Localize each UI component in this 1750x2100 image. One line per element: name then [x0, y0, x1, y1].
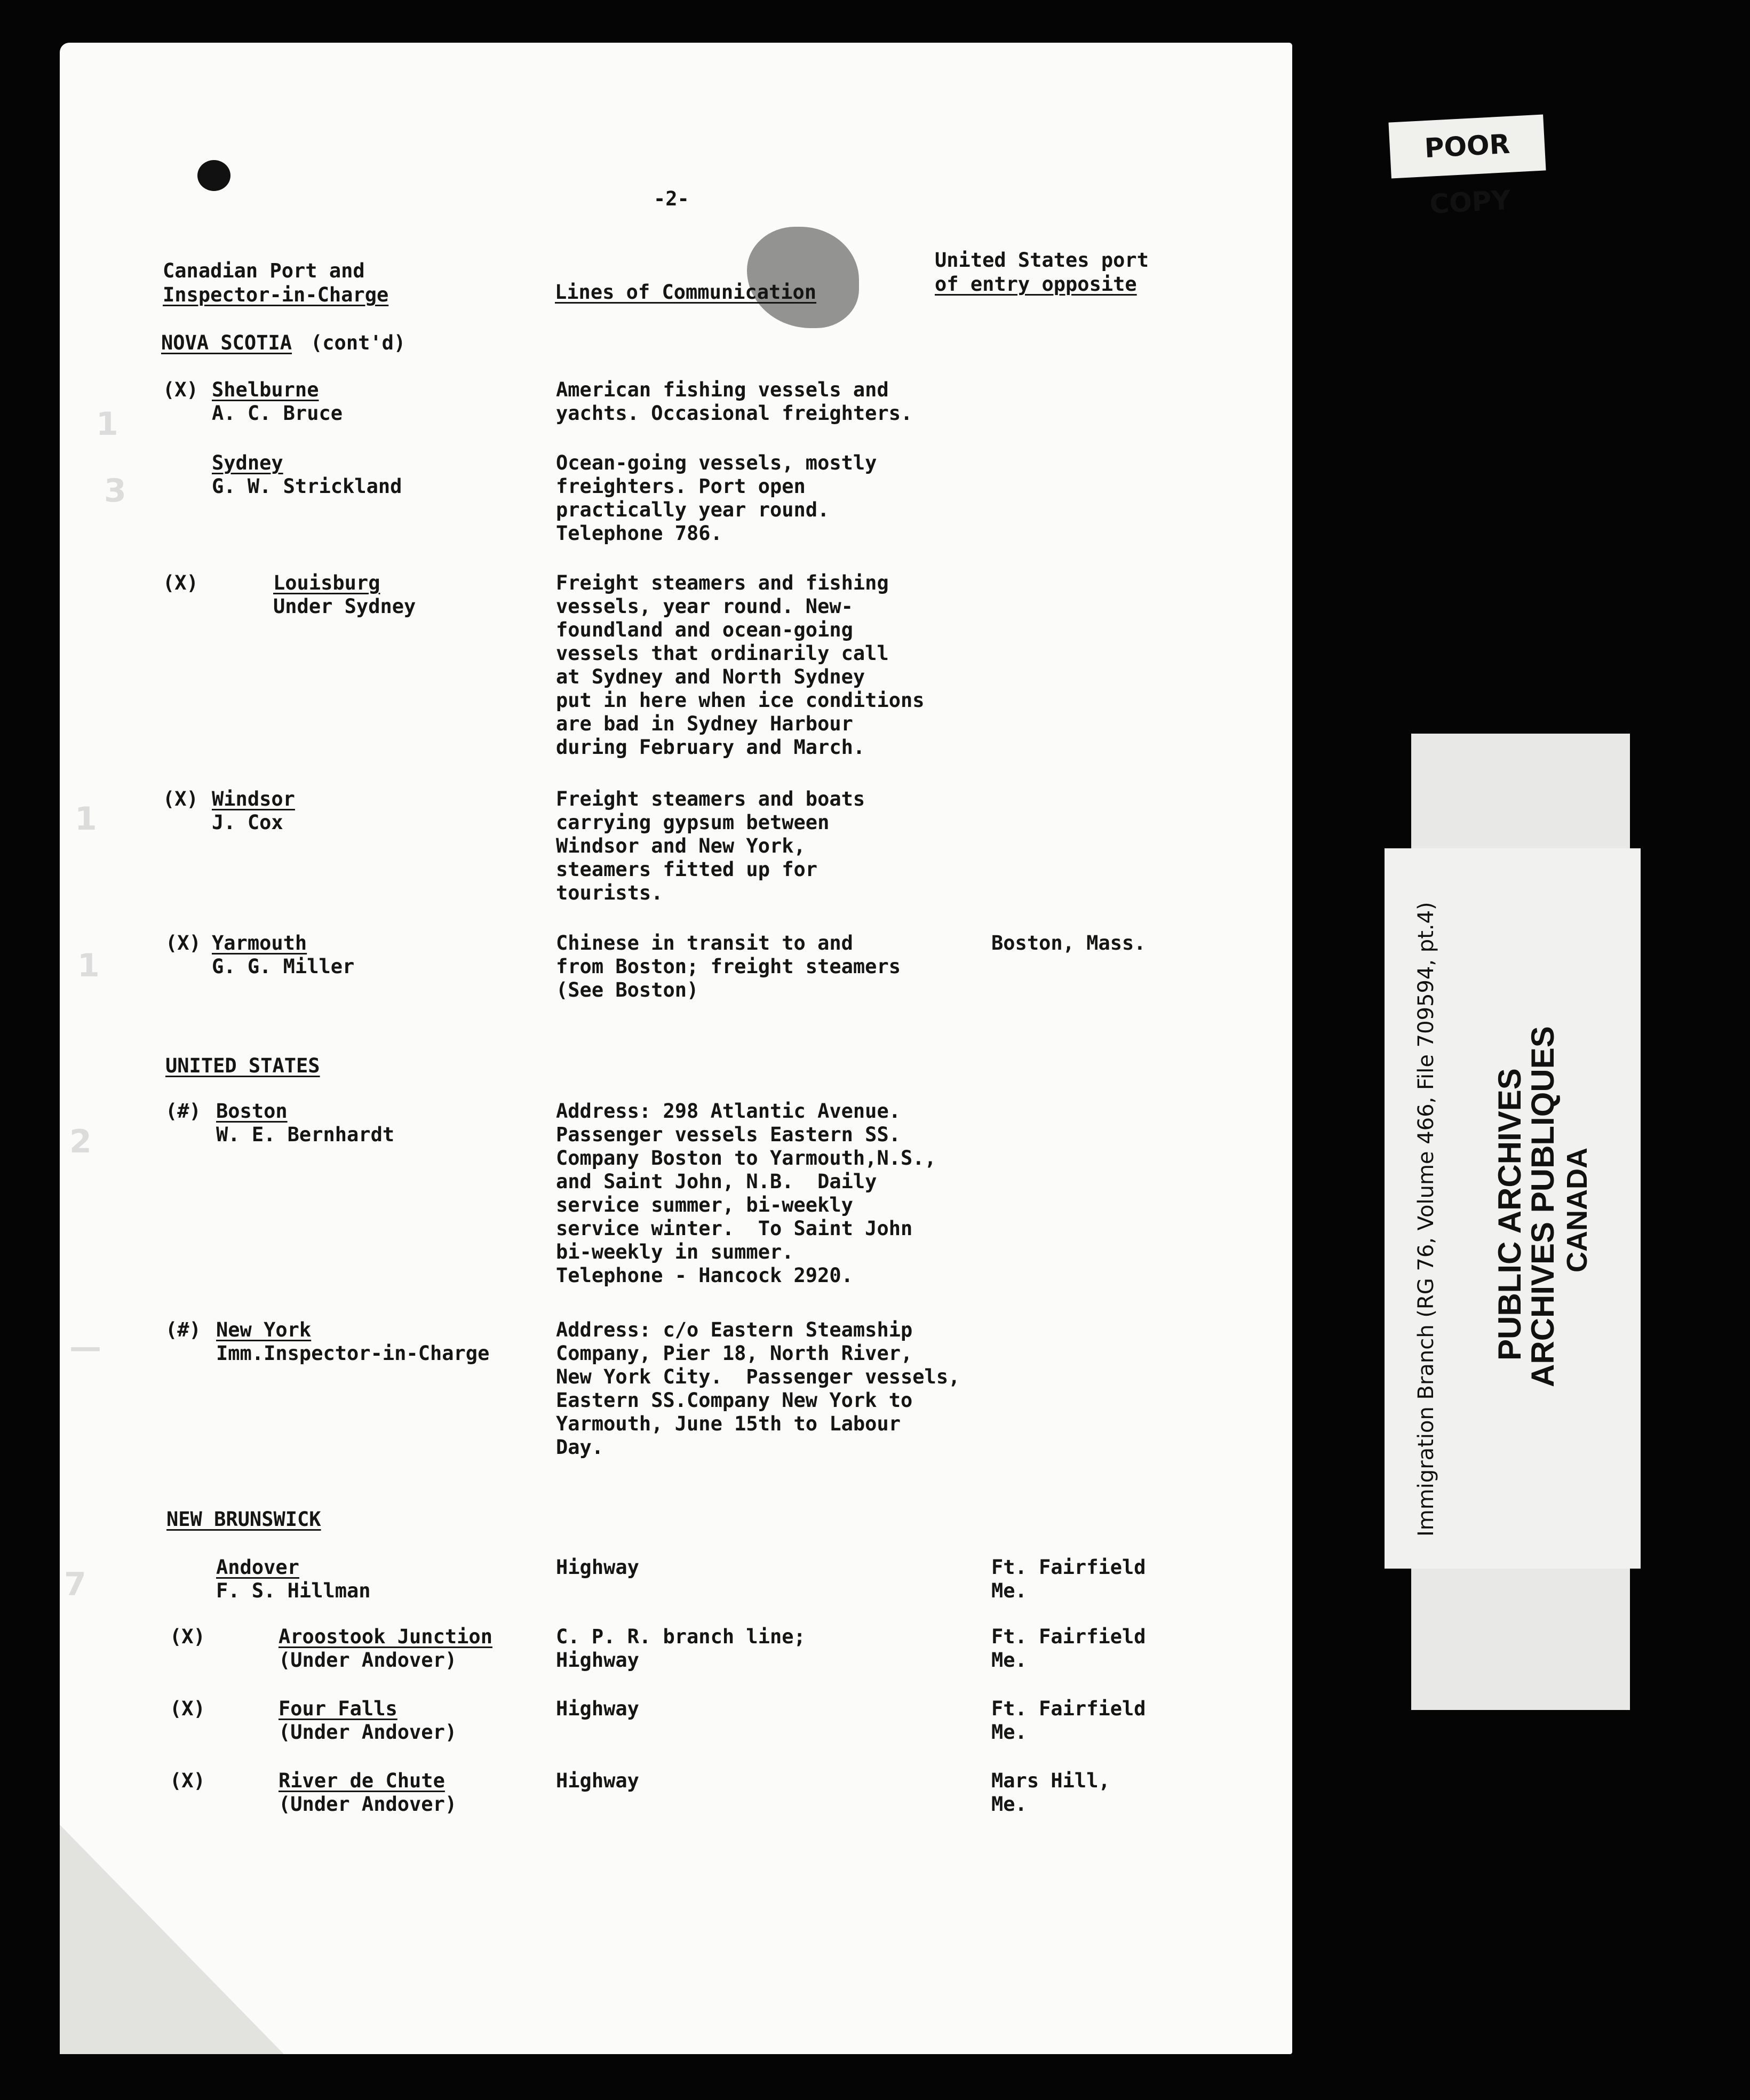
communication-line: Freight steamers and fishing [556, 571, 889, 594]
header-entry: of entry opposite [935, 273, 1137, 296]
entry-mark: (#) [165, 1100, 201, 1123]
communication-line: bi-weekly in summer. [556, 1240, 794, 1263]
margin-mark: 1 [77, 947, 100, 984]
communication-line: American fishing vessels and [556, 378, 889, 401]
inspector-name: G. G. Miller [212, 955, 355, 978]
communication-line: Company, Pier 18, North River, [556, 1342, 913, 1365]
margin-mark: 7 [64, 1566, 86, 1603]
entry-mark: (X) [170, 1769, 205, 1792]
header-lines: Lines of Communication [555, 281, 817, 304]
communication-line: Freight steamers and boats [556, 788, 865, 810]
us-port-line: Boston, Mass. [991, 932, 1146, 954]
communication-line: Address: c/o Eastern Steamship [556, 1318, 913, 1341]
communication-line: service winter. To Saint John [556, 1217, 913, 1240]
communication-line: Company Boston to Yarmouth,N.S., [556, 1147, 936, 1170]
margin-mark: 1 [75, 800, 97, 838]
section-nova-scotia-suffix: (cont'd) [311, 331, 406, 354]
us-port-line: Ft. Fairfield [991, 1556, 1146, 1579]
entry-mark: (#) [165, 1318, 201, 1341]
port-name: Aroostook Junction [279, 1625, 492, 1648]
port-name: New York [216, 1318, 312, 1341]
port-name: River de Chute [279, 1769, 445, 1792]
communication-line: tourists. [556, 881, 663, 904]
inspector-name: F. S. Hillman [216, 1579, 371, 1602]
us-port-line: Ft. Fairfield [991, 1625, 1146, 1648]
communication-line: Ocean-going vessels, mostly [556, 451, 877, 474]
inspector-name: Imm.Inspector-in-Charge [216, 1342, 490, 1365]
inspector-name: (Under Andover) [279, 1721, 457, 1744]
port-name: Louisburg [273, 571, 380, 594]
section-nova-scotia: NOVA SCOTIA [161, 331, 292, 354]
communication-line: Eastern SS.Company New York to [556, 1389, 913, 1412]
entry-mark: (X) [163, 378, 198, 401]
inspector-name: (Under Andover) [279, 1793, 457, 1816]
communication-line: freighters. Port open [556, 475, 806, 498]
entry-mark: (X) [170, 1625, 205, 1648]
communication-line: from Boston; freight steamers [556, 955, 901, 978]
archive-country: CANADA [1561, 1148, 1593, 1272]
us-port-line: Mars Hill, [991, 1769, 1110, 1792]
communication-line: New York City. Passenger vessels, [556, 1365, 960, 1388]
margin-mark: 1 [96, 405, 118, 443]
inspector-name: G. W. Strickland [212, 475, 402, 498]
us-port-line: Me. [991, 1649, 1027, 1672]
communication-line: are bad in Sydney Harbour [556, 712, 853, 735]
communication-line: vessels, year round. New- [556, 595, 853, 618]
communication-line: Highway [556, 1649, 639, 1672]
communication-line: Telephone - Hancock 2920. [556, 1264, 853, 1287]
entry-mark: (X) [165, 932, 201, 954]
communication-line: yachts. Occasional freighters. [556, 402, 913, 425]
inspector-name: W. E. Bernhardt [216, 1123, 395, 1146]
communication-line: Chinese in transit to and [556, 932, 853, 954]
header-us-port: United States port [935, 249, 1149, 272]
communication-line: Address: 298 Atlantic Avenue. [556, 1100, 901, 1123]
port-name: Boston [216, 1100, 288, 1123]
margin-mark: — [69, 1329, 101, 1366]
port-name: Yarmouth [212, 932, 307, 954]
inspector-name: (Under Andover) [279, 1649, 457, 1672]
section-new-brunswick: NEW BRUNSWICK [166, 1508, 321, 1531]
communication-line: Highway [556, 1556, 639, 1579]
communication-line: vessels that ordinarily call [556, 642, 889, 665]
port-name: Windsor [212, 788, 295, 810]
archive-label [1385, 848, 1641, 1569]
inspector-name: Under Sydney [273, 595, 416, 618]
entry-mark: (X) [170, 1697, 205, 1720]
margin-mark: 3 [104, 472, 126, 510]
communication-line: practically year round. [556, 498, 830, 521]
communication-line: put in here when ice conditions [556, 689, 925, 712]
communication-line: foundland and ocean-going [556, 618, 853, 641]
us-port-line: Ft. Fairfield [991, 1697, 1146, 1720]
communication-line: at Sydney and North Sydney [556, 665, 865, 688]
ink-blot [197, 160, 230, 191]
entry-mark: (X) [163, 788, 198, 810]
us-port-line: Me. [991, 1721, 1027, 1744]
communication-line: Highway [556, 1769, 639, 1792]
inspector-name: J. Cox [212, 811, 283, 834]
communication-line: Yarmouth, June 15th to Labour [556, 1412, 901, 1435]
communication-line: Telephone 786. [556, 522, 722, 545]
page-number: -2- [654, 187, 689, 210]
header-inspector: Inspector-in-Charge [163, 283, 389, 306]
communication-line: carrying gypsum between [556, 811, 830, 834]
communication-line: Day. [556, 1436, 604, 1459]
us-port-line: Me. [991, 1793, 1027, 1816]
communication-line: and Saint John, N.B. Daily [556, 1170, 877, 1193]
poor-copy-label: POOR COPY [1388, 114, 1546, 178]
communication-line: Windsor and New York, [556, 834, 806, 857]
archive-reference: Immigration Branch (RG 76, Volume 466, File 709594, pt.4) [1414, 902, 1438, 1537]
communication-line: steamers fitted up for [556, 858, 818, 881]
port-name: Four Falls [279, 1697, 397, 1720]
port-name: Sydney [212, 451, 283, 474]
communication-line: Passenger vessels Eastern SS. [556, 1123, 901, 1146]
communication-line: during February and March. [556, 736, 865, 759]
archive-name-en: PUBLIC ARCHIVES [1492, 1068, 1528, 1361]
margin-mark: 2 [69, 1123, 92, 1160]
port-name: Andover [216, 1556, 299, 1579]
communication-line: C. P. R. branch line; [556, 1625, 806, 1648]
communication-line: service summer, bi-weekly [556, 1194, 853, 1216]
section-united-states: UNITED STATES [165, 1054, 320, 1077]
header-canadian-port: Canadian Port and [163, 259, 365, 282]
entry-mark: (X) [163, 571, 198, 594]
communication-line: (See Boston) [556, 979, 699, 1001]
inspector-name: A. C. Bruce [212, 402, 343, 425]
communication-line: Highway [556, 1697, 639, 1720]
archive-name-fr: ARCHIVES PUBLIQUES [1525, 1026, 1561, 1387]
us-port-line: Me. [991, 1579, 1027, 1602]
port-name: Shelburne [212, 378, 319, 401]
